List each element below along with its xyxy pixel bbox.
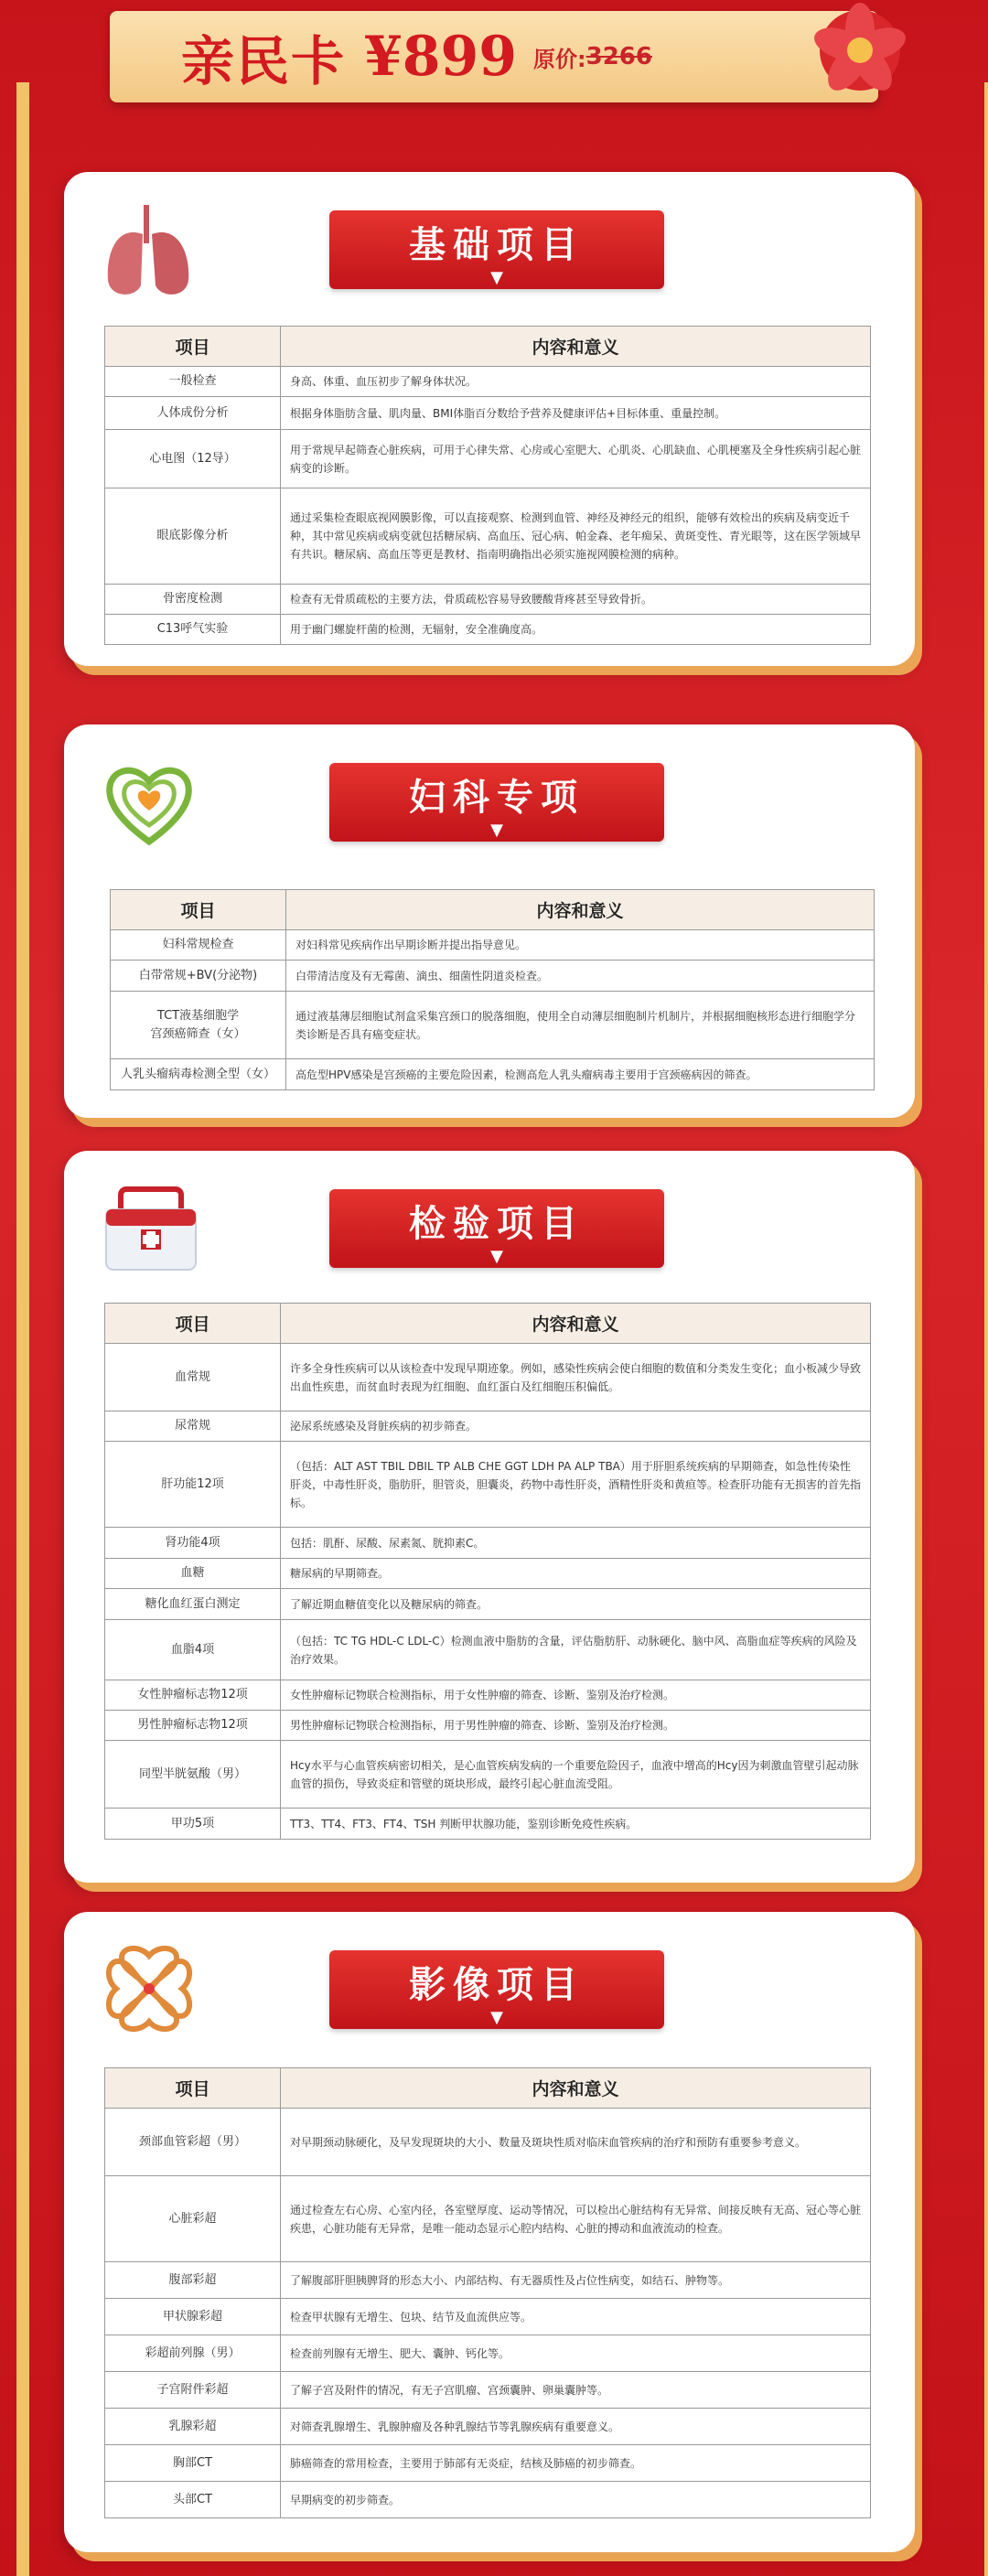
items-table [110, 889, 875, 1090]
item-name: TCT液基细胞学 宫颈癌筛查（女） [111, 992, 286, 1059]
table-row [105, 2262, 871, 2299]
medical-kit-icon [82, 1176, 220, 1286]
table-row [105, 2409, 871, 2445]
item-name: 一般检查 [105, 367, 281, 397]
item-description: 检查前列腺有无增生、肥大、囊肿、钙化等。 [281, 2335, 871, 2372]
item-description: 泌尿系统感染及肾脏疾病的初步筛查。 [281, 1411, 871, 1442]
table-row [111, 992, 875, 1059]
table-row [105, 2445, 871, 2482]
table-header-row [105, 1304, 871, 1344]
item-description: 了解子宫及附件的情况，有无子宫肌瘤、宫颈囊肿、卵巢囊肿等。 [281, 2372, 871, 2409]
header-banner [110, 11, 878, 102]
table-row [105, 367, 871, 397]
item-name: 骨密度检测 [105, 585, 281, 615]
item-name: 子宫附件彩超 [105, 2372, 281, 2409]
column-header-item: 项目 [105, 2068, 281, 2109]
section-card-gynecology [64, 724, 915, 1118]
section-card-basic [64, 172, 915, 666]
column-header-item: 项目 [105, 1304, 281, 1344]
items-table [104, 2067, 871, 2518]
heart-icon [99, 750, 199, 860]
table-row [105, 488, 871, 585]
item-name: 肝功能12项 [105, 1442, 281, 1528]
item-description: 对早期颈动脉硬化，及早发现斑块的大小、数量及斑块性质对临床血管疾病的治疗和预防有重要参考意义。 [281, 2109, 871, 2176]
item-name: 糖化血红蛋白测定 [105, 1589, 281, 1620]
item-name: 血糖 [105, 1559, 281, 1589]
item-description: 根据身体脂肪含量、肌肉量、BMI体脂百分数给予营养及健康评估+目标体重、重量控制。 [281, 397, 871, 430]
column-header-desc: 内容和意义 [286, 890, 875, 930]
item-description: 许多全身性疾病可以从该检查中发现早期迹象。例如，感染性疾病会使白细胞的数值和分类发生变化；血小板减少导致出血性疾患，而贫血时表现为红细胞、血红蛋白及红细胞压积偏低。 [281, 1344, 871, 1411]
card-price: ¥899 [364, 25, 518, 89]
item-description: 男性肿瘤标记物联合检测指标，用于男性肿瘤的筛查、诊断、鉴别及治疗检测。 [281, 1711, 871, 1741]
item-name: 白带常规+BV(分泌物) [111, 961, 286, 992]
item-name: 甲状腺彩超 [105, 2299, 281, 2335]
item-description: 高危型HPV感染是宫颈癌的主要危险因素，检测高危人乳头瘤病毒主要用于宫颈癌病因的筛查。 [286, 1059, 875, 1090]
table-row [105, 615, 871, 645]
item-name: 人乳头瘤病毒检测全型（女） [111, 1059, 286, 1090]
item-name: 甲功5项 [105, 1809, 281, 1840]
lungs-icon [99, 198, 199, 307]
table-row [111, 1059, 875, 1090]
table-row [105, 1620, 871, 1680]
column-header-desc: 内容和意义 [281, 2068, 871, 2109]
table-row [105, 2335, 871, 2372]
table-row [105, 430, 871, 488]
table-row [105, 585, 871, 615]
section-title-banner [329, 210, 664, 289]
table-row [105, 1344, 871, 1411]
item-description: 了解腹部肝胆胰脾肾的形态大小、内部结构、有无器质性及占位性病变，如结石、肿物等。 [281, 2262, 871, 2299]
table-row [105, 1528, 871, 1559]
item-name: 颈部血管彩超（男） [105, 2109, 281, 2176]
down-arrow-icon: ▼ [490, 2008, 503, 2027]
table-row [105, 1442, 871, 1528]
column-header-desc: 内容和意义 [281, 1304, 871, 1344]
item-name: 肾功能4项 [105, 1528, 281, 1559]
item-description: （包括：TC TG HDL-C LDL-C）检测血液中脂肪的含量，评估脂肪肝、动脉硬化、脑中风、高脂血症等疾病的风险及治疗效果。 [281, 1620, 871, 1680]
table-row [105, 1589, 871, 1620]
section-card-imaging [64, 1912, 915, 2552]
item-description: 检查有无骨质疏松的主要方法，骨质疏松容易导致腰酸背疼甚至导致骨折。 [281, 585, 871, 615]
item-description: 肺癌筛查的常用检查，主要用于肺部有无炎症，结核及肺癌的初步筛查。 [281, 2445, 871, 2482]
item-description: （包括：ALT AST TBIL DBIL TP ALB CHE GGT LDH PA ALP TBA）用于肝胆系统疾病的早期筛查，如急性传染性肝炎，中毒性肝炎，脂肪肝，胆管炎，胆囊炎，药物中毒性肝炎，酒精性肝炎和黄疸等。检查肝功能有无损害的首先指标。 [281, 1442, 871, 1528]
section-title-banner [329, 1189, 664, 1268]
column-header-item: 项目 [111, 890, 286, 930]
item-description: 用于幽门螺旋杆菌的检测，无辐射，安全准确度高。 [281, 615, 871, 645]
item-description: 了解近期血糖值变化以及糖尿病的筛查。 [281, 1589, 871, 1620]
item-description: 通过液基薄层细胞试剂盒采集宫颈口的脱落细胞，使用全自动薄层细胞制片机制片，并根据细胞核形态进行细胞学分类诊断是否具有癌变症状。 [286, 992, 875, 1059]
item-description: 对妇科常见疾病作出早期诊断并提出指导意见。 [286, 930, 875, 961]
item-description: 白带清洁度及有无霉菌、滴虫、细菌性阴道炎检查。 [286, 961, 875, 992]
item-name: 妇科常规检查 [111, 930, 286, 961]
item-description: 检查甲状腺有无增生、包块、结节及血流供应等。 [281, 2299, 871, 2335]
item-name: 心电图（12导） [105, 430, 281, 488]
table-row [105, 2299, 871, 2335]
item-name: 心脏彩超 [105, 2176, 281, 2262]
table-row [105, 2482, 871, 2518]
item-name: 乳腺彩超 [105, 2409, 281, 2445]
section-card-laboratory [64, 1151, 915, 1883]
section-title: 影像项目 [409, 1964, 585, 2006]
table-row [105, 1711, 871, 1741]
table-header-row [105, 327, 871, 367]
item-name: 女性肿瘤标志物12项 [105, 1680, 281, 1711]
section-title-banner [329, 1950, 664, 2029]
item-name: 彩超前列腺（男） [105, 2335, 281, 2372]
original-price: 3266 [585, 43, 652, 70]
items-table [104, 1303, 871, 1840]
item-name: 胸部CT [105, 2445, 281, 2482]
table-header-row [111, 890, 875, 930]
table-row [105, 1741, 871, 1809]
flower-icon [805, 0, 915, 101]
column-header-desc: 内容和意义 [281, 327, 871, 367]
item-description: TT3、TT4、FT3、FT4、TSH 判断甲状腺功能，鉴别诊断免疫性疾病。 [281, 1809, 871, 1840]
card-title: 亲民卡 [181, 30, 347, 92]
item-description: 通过采集检查眼底视网膜影像，可以直接观察、检测到血管、神经及神经元的组织，能够有效检出的疾病及病变近千种，其中常见疾病或病变就包括糖尿病、高血压、冠心病、帕金森、老年痴呆、黄斑变性、青光眼等，这在医学领域早有共识。糖尿病、高血压等更是教材、指南明确指出必须实施视网膜检测的病种。 [281, 488, 871, 585]
table-row [105, 1680, 871, 1711]
item-description: Hcy水平与心血管疾病密切相关，是心血管疾病发病的一个重要危险因子，血液中增高的Hcy因为刺激血管壁引起动脉血管的损伤，导致炎症和管壁的斑块形成，最终引起心脏血流受阻。 [281, 1741, 871, 1809]
section-title: 检验项目 [409, 1203, 585, 1245]
item-description: 对筛查乳腺增生、乳腺肿瘤及各种乳腺结节等乳腺疾病有重要意义。 [281, 2409, 871, 2445]
down-arrow-icon: ▼ [490, 1247, 503, 1266]
item-name: 血常规 [105, 1344, 281, 1411]
item-name: 头部CT [105, 2482, 281, 2518]
section-title: 基础项目 [409, 224, 585, 266]
item-name: 同型半胱氨酸（男） [105, 1741, 281, 1809]
item-name: 尿常规 [105, 1411, 281, 1442]
item-name: 人体成份分析 [105, 397, 281, 430]
table-header-row [105, 2068, 871, 2109]
original-price-label: 原价: [533, 46, 586, 72]
item-description: 糖尿病的早期筛查。 [281, 1559, 871, 1589]
table-row [105, 2372, 871, 2409]
item-description: 早期病变的初步筛查。 [281, 2482, 871, 2518]
item-description: 用于常规早起筛查心脏疾病，可用于心律失常、心房或心室肥大、心肌炎、心肌缺血、心肌梗塞及全身性疾病引起心脏病变的诊断。 [281, 430, 871, 488]
section-title: 妇科专项 [409, 777, 585, 819]
item-description: 女性肿瘤标记物联合检测指标，用于女性肿瘤的筛查、诊断、鉴别及治疗检测。 [281, 1680, 871, 1711]
item-description: 包括：肌酐、尿酸、尿素氮、胱抑素C。 [281, 1528, 871, 1559]
table-row [105, 1809, 871, 1840]
down-arrow-icon: ▼ [490, 268, 503, 287]
item-name: 眼底影像分析 [105, 488, 281, 585]
table-row [105, 2109, 871, 2176]
item-description: 身高、体重、血压初步了解身体状况。 [281, 367, 871, 397]
item-name: 腹部彩超 [105, 2262, 281, 2299]
table-row [111, 930, 875, 961]
section-title-banner [329, 763, 664, 842]
table-row [111, 961, 875, 992]
clover-icon [99, 1937, 199, 2047]
table-row [105, 397, 871, 430]
items-table [104, 326, 871, 645]
column-header-item: 项目 [105, 327, 281, 367]
item-name: C13呼气实验 [105, 615, 281, 645]
item-description: 通过检查左右心房、心室内径，各室壁厚度、运动等情况，可以检出心脏结构有无异常、间接反映有无高、冠心等心脏疾患，心脏功能有无异常，是唯一能动态显示心腔内结构、心脏的搏动和血液流动的检查。 [281, 2176, 871, 2262]
table-row [105, 2176, 871, 2262]
down-arrow-icon: ▼ [490, 821, 503, 840]
item-name: 男性肿瘤标志物12项 [105, 1711, 281, 1741]
item-name: 血脂4项 [105, 1620, 281, 1680]
table-row [105, 1411, 871, 1442]
table-row [105, 1559, 871, 1589]
